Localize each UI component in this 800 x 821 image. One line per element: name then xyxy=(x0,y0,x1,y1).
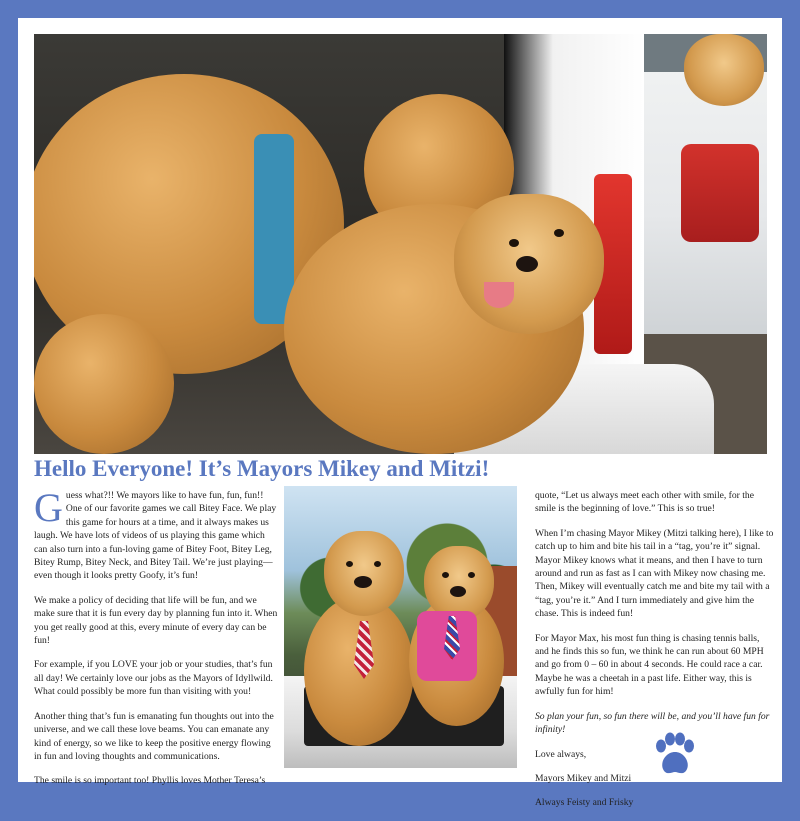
paragraph: For example, if you LOVE your job or your studies, that’s fun all day! We certainly love our jobs as the Mayors of Idyllwild. What could possibly be more fun than visiting with you! xyxy=(34,659,273,698)
dog-mitzi-face xyxy=(424,546,494,621)
dog-mikey-face xyxy=(324,531,404,616)
dog-eye xyxy=(442,572,449,578)
dog-eye xyxy=(374,561,381,567)
paragraph: The smile is so important too! Phyllis loves Mother Teresa’s xyxy=(34,775,266,787)
dog-eye xyxy=(509,239,519,247)
page-headline: Hello Everyone! It’s Mayors Mikey and Mitzi! xyxy=(34,456,490,481)
closing-line: Love always, xyxy=(535,748,587,760)
truck-taillight xyxy=(681,144,759,242)
dog-tongue xyxy=(484,282,514,308)
paragraph xyxy=(34,485,278,583)
dog-eye xyxy=(468,572,475,578)
blue-harness xyxy=(254,134,294,324)
italic-tagline: So plan your fun, so fun there will be, and you’ll have fun for infinity! xyxy=(535,710,770,736)
dog-nose xyxy=(354,576,372,588)
paragraph: Another thing that’s fun is emanating fun thoughts out into the universe, and we call these love beams. You can emanate any kind of energy, so we like to keep the positive energy flowing in fun and loving thoughts and communications. xyxy=(34,710,274,762)
paragraph: When I’m chasing Mayor Mikey (Mitzi talking here), I like to catch up to him and bite his tail in a “tag, you’re it” signal. Mayor Mikey knows what it means, and then I have to turn around and run as fast as I can with Mikey now chasing me. Then, Mikey will eventually catch me and bite my tail with a “tag, you’re it.” And I turn immediately and give him the chase. This is indeed fun! xyxy=(535,527,774,620)
dog-eye xyxy=(554,229,564,237)
dog-eye xyxy=(346,561,353,567)
paragraph: quote, “Let us always meet each other with smile, for the smile is the beginning of love.” This is so true! xyxy=(535,490,754,515)
paragraph: For Mayor Max, his most fun thing is chasing tennis balls, and he finds this so fun, we think he can run about 60 MPH and go from 0 – 60 in about 4 seconds. He could race a car. Maybe he was a cheetah in a past life. Either way, this is awfully fun for him! xyxy=(535,632,764,698)
hero-photo-dogs-playing xyxy=(34,34,767,454)
photo-dogs-in-truck xyxy=(284,486,517,768)
dropcap-letter: G xyxy=(34,485,63,530)
signature-line-2: Always Feisty and Frisky xyxy=(535,797,634,809)
newsletter-page xyxy=(18,18,782,809)
left-column xyxy=(34,485,278,799)
signature-line-1: Mayors Mikey and Mitzi xyxy=(535,772,632,784)
paw-print-icon xyxy=(652,732,698,778)
dog-nose xyxy=(450,586,466,597)
paragraph: We make a policy of deciding that life will be fun, and we make sure that it is fun every day by planning fun into it. When you get really good at this, every minute of every day can be fun! xyxy=(34,594,278,647)
dog-nose xyxy=(516,256,538,272)
dog-in-truck-window xyxy=(684,34,764,106)
dog-leg xyxy=(34,314,174,454)
paragraph-text: uess what?!! We mayors like to have fun, fun, fun!! One of our favorite games we call Bitey Face. We play this game for hours at a time, and it always makes us laugh. We have lots of videos of us playing this game which can also turn into a fun-loving game of Bitey Foot, Bitey Leg, Bitey Rump, Bitey Neck, and Bitey Tail. We’re just playing—even though it looks pretty Goofy, it’s fun! xyxy=(34,490,277,582)
dog-face-smiling xyxy=(454,194,604,334)
